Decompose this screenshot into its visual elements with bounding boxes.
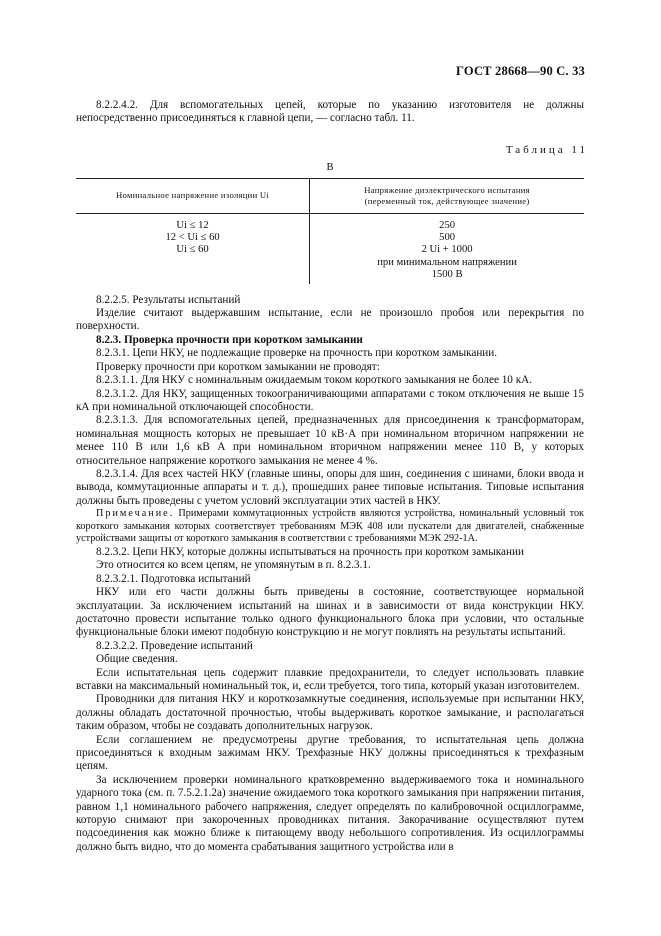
table-header-test-voltage-line2: (переменный ток, действующее значение) xyxy=(364,195,530,206)
clause-8-2-3-2: 8.2.3.2. Цепи НКУ, которые должны испытываться на прочность при коротком замыкании xyxy=(96,545,524,558)
section-heading-8-2-3: 8.2.3. Проверка прочности при коротком замыкании xyxy=(96,333,363,346)
clause-8-2-2-5: 8.2.2.5. Результаты испытаний xyxy=(96,293,241,306)
clause-8-2-3-1-2: 8.2.3.1.2. Для НКУ, защищенных токоограничивающими аппаратами с током отключения не выше 15 кА при номинальной отключающей способности. xyxy=(76,387,584,413)
table-header-test-voltage xyxy=(310,178,584,213)
clause-8-2-3-1-1: 8.2.3.1.1. Для НКУ с номинальным ожидаемым током короткого замыкания не более 10 кА. xyxy=(96,374,533,387)
table-header-test-voltage-line1: Напряжение диэлектрического испытания xyxy=(364,184,530,195)
clause-8-2-3-2-2: 8.2.3.2.2. Проведение испытаний xyxy=(96,639,253,652)
table-caption: Таблица 11 xyxy=(505,143,588,156)
clause-8-2-3-1: 8.2.3.1. Цепи НКУ, не подлежащие проверке на прочность при коротком замыкании. xyxy=(96,347,498,360)
table-cell-rated-voltage xyxy=(76,213,310,284)
paragraph-fuses: Если испытательная цепь содержит плавкие предохранители, то следует использовать плавкие вставки на максимальный номинальный ток, и, если требуется, того типа, который указан изготовителем. xyxy=(76,666,584,692)
clause-8-2-2-4-2: 8.2.2.4.2. Для вспомогательных цепей, которые по указанию изготовителя не должны непосредственно присоединяться к главной цепи, — согласно табл. 11. xyxy=(76,99,584,125)
table-value: 500 xyxy=(439,232,456,244)
paragraph-exception: За исключением проверки номинального кратковременно выдерживаемого тока и номинального ударного тока (см. п. 7.5.2.1.2а) значение ожидаемого тока короткого замыкания при напряжении питания, равном 1,1 номинального рабочего напряжения, следует определять по калибровочной осциллограмме, которую снимают при закороченных проводниках питания. Закорачивание осуществляют путем подсоединения как можно ближе к питающему вводу небольшого сопротивления. Из осциллограммы должно быть видно, что до момента срабатывания защитного устройства или в xyxy=(76,773,584,853)
paragraph-general: Общие сведения. xyxy=(96,653,178,666)
table-unit: В xyxy=(326,162,334,174)
table-value: Ui ≤ 12 xyxy=(176,219,209,231)
note-text: Примерами коммутационных устройств являются устройства, номинальный условный ток короткого замыкания которых соответствует требованиям МЭК 408 или пускатели для двигателей, снабженные устройствами защиты от короткого замыкания в соответствии с требованиями МЭК 292-1А. xyxy=(76,508,584,545)
table-value: при минимальном напряжении xyxy=(377,256,517,268)
table-value: Ui ≤ 60 xyxy=(176,244,209,256)
paragraph-conductors: Проводники для питания НКУ и короткозамкнутые соединения, используемые при испытании НКУ, должны обладать достаточной прочностью, чтобы выдерживать короткое замыкание, и располагаться таким образом, чтобы не создавать дополнительных нагрузок. xyxy=(76,693,584,733)
table-value: 2 Ui + 1000 xyxy=(421,244,473,256)
note-label: Примечание. xyxy=(96,508,175,520)
table-value: 12 < Ui ≤ 60 xyxy=(165,232,220,244)
table-header-rated-voltage: Номинальное напряжение изоляции Ui xyxy=(76,178,310,213)
table-value: 250 xyxy=(439,219,456,231)
table-cell-test-voltage xyxy=(310,213,584,284)
paragraph-preparation: НКУ или его части должны быть приведены в состояние, соответствующее нормальной эксплуатации. За исключением испытаний на шинах и в зависимости от вида конструкции НКУ. достаточно провести испытание только одного функционального блока при условии, что остальные функциональные блоки имеют подобную конструкцию и не могут повлиять на результаты испытаний. xyxy=(76,586,584,639)
paragraph-not-tested: Проверку прочности при коротком замыкании не проводят: xyxy=(96,360,380,373)
paragraph-test-result: Изделие считают выдержавшим испытание, если не произошло пробоя или перекрытия по поверхности. xyxy=(76,307,584,333)
table-11 xyxy=(76,178,584,284)
note xyxy=(76,508,584,546)
clause-8-2-3-2-1: 8.2.3.2.1. Подготовка испытаний xyxy=(96,572,251,585)
table-value: 1500 В xyxy=(431,269,463,281)
document-body xyxy=(76,99,588,854)
page-header: ГОСТ 28668—90 С. 33 xyxy=(456,64,585,78)
clause-8-2-3-1-3: 8.2.3.1.3. Для вспомогательных цепей, предназначенных для присоединения к трансформаторам, номинальная мощность которых не превышает 10 кВ·А при номинальном вторичном напряжении не менее 110 В или 1,6 кВ А при номинальном вторичном напряжении менее 110 В, у которых относительное напряжение короткого замыкания не менее 4 %. xyxy=(76,414,584,467)
paragraph-agreement: Если соглашением не предусмотрены другие требования, то испытательная цепь должна присоединяться к входным зажимам НКУ. Трехфазные НКУ должны присоединяться к трехфазным цепям. xyxy=(76,733,584,773)
paragraph-all-circuits: Это относится ко всем цепям, не упомянутым в п. 8.2.3.1. xyxy=(96,559,371,572)
clause-8-2-3-1-4: 8.2.3.1.4. Для всех частей НКУ (главные шины, опоры для шин, соединения с шинами, блоки ввода и вывода, коммутационные аппараты и т. д.), прошедших ранее типовые испытания. Типовые испытания должны быть проведены с учетом условий эксплуатации этих частей в НКУ. xyxy=(76,467,584,507)
